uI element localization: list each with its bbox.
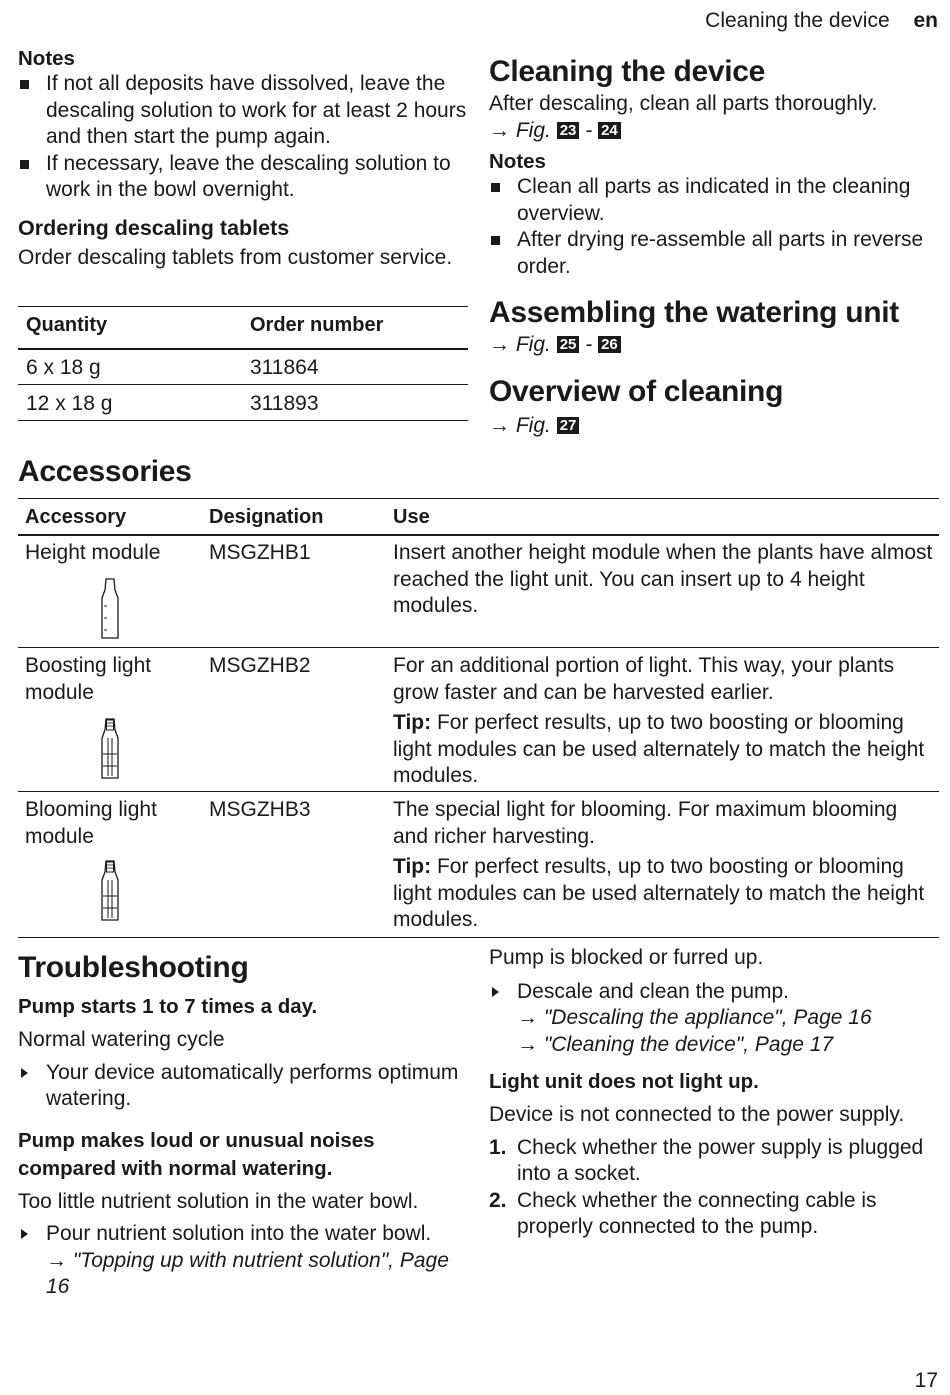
blooming-light-module-icon bbox=[98, 858, 122, 924]
acc-header-use: Use bbox=[393, 506, 430, 528]
step-text: Check whether the connecting cable is properly connected to the pump. bbox=[517, 1188, 877, 1238]
remedy-item: Your device automatically performs optimum watering. bbox=[18, 1060, 463, 1113]
acc-header-accessory: Accessory bbox=[25, 506, 127, 528]
tip-text: For perfect results, up to two boosting or blooming light modules can be used alternately to match the height modules. bbox=[393, 855, 925, 931]
remedy-text: Descale and clean the pump. bbox=[517, 979, 790, 1003]
acc-cell-use bbox=[393, 653, 933, 790]
cleaning-heading: Cleaning the device bbox=[489, 55, 766, 88]
fig-label: Fig. bbox=[515, 118, 551, 142]
table-rule bbox=[18, 384, 468, 385]
steps-list bbox=[489, 1135, 939, 1241]
fig-number: 25 bbox=[557, 336, 580, 353]
acc-use-text: The special light for blooming. For maximum blooming and richer harvesting. bbox=[393, 798, 898, 848]
order-header-quantity: Quantity bbox=[26, 314, 108, 336]
reference-text: "Cleaning the device", Page 17 bbox=[543, 1032, 834, 1056]
notes-heading: Notes bbox=[18, 47, 75, 70]
tip-label: Tip: bbox=[393, 711, 432, 734]
note-item: If necessary, leave the descaling solution to work in the bowl overnight. bbox=[18, 151, 468, 204]
notes-list bbox=[18, 71, 468, 204]
remedy-item bbox=[18, 1221, 463, 1301]
acc-tip bbox=[393, 854, 933, 934]
fig-number: 27 bbox=[557, 417, 580, 434]
fig-number: 23 bbox=[557, 122, 580, 139]
order-cell-number: 311893 bbox=[250, 392, 319, 415]
left-top-column bbox=[18, 47, 468, 271]
remedy-list bbox=[18, 1060, 463, 1113]
remedy-list bbox=[489, 979, 939, 1059]
page-reference: → "Topping up with nutrient solution", Page 16 bbox=[46, 1248, 449, 1298]
acc-cell-accessory: Blooming light module bbox=[25, 798, 157, 848]
page-reference: → "Descaling the appliance", Page 16 bbox=[517, 1006, 872, 1029]
table-rule bbox=[18, 348, 468, 350]
step-text: Check whether the power supply is plugged into a socket. bbox=[517, 1135, 924, 1185]
fault-heading: Light unit does not light up. bbox=[489, 1070, 759, 1093]
step-item: 1. Check whether the power supply is plugged into a socket. bbox=[489, 1135, 924, 1185]
note-item: After drying re-assemble all parts in reverse order. bbox=[489, 227, 939, 280]
assembling-fig-ref: → Fig. 25 - 26 bbox=[489, 332, 939, 359]
fault-heading: Pump starts 1 to 7 times a day. bbox=[18, 995, 318, 1018]
order-header-number: Order number bbox=[250, 314, 384, 336]
table-rule bbox=[18, 647, 939, 648]
reference-text: "Topping up with nutrient solution", Page 16 bbox=[46, 1248, 449, 1298]
acc-cell-accessory: Height module bbox=[25, 541, 161, 564]
ordering-heading: Ordering descaling tablets bbox=[18, 215, 290, 240]
note-item: Clean all parts as indicated in the cleaning overview. bbox=[489, 174, 939, 227]
cleaning-fig-ref: → Fig. 23 - 24 bbox=[489, 118, 939, 145]
fault-heading: Pump makes loud or unusual noises compared with normal watering. bbox=[18, 1128, 375, 1180]
accessories-heading: Accessories bbox=[18, 455, 192, 488]
remedy-text: Pour nutrient solution into the water bowl. bbox=[46, 1222, 432, 1245]
table-rule bbox=[18, 306, 468, 307]
step-item: 2. Check whether the connecting cable is properly connected to the pump. bbox=[489, 1188, 877, 1238]
acc-cell-use bbox=[393, 797, 933, 934]
table-rule bbox=[18, 420, 468, 421]
fig-label: Fig. bbox=[515, 413, 551, 437]
page-reference: → "Cleaning the device", Page 17 bbox=[517, 1032, 834, 1056]
fig-number: 26 bbox=[598, 336, 621, 353]
troubleshooting-left bbox=[18, 951, 463, 1301]
table-rule bbox=[18, 937, 939, 938]
remedy-item bbox=[489, 979, 939, 1059]
table-rule bbox=[18, 498, 939, 499]
order-cell-quantity: 6 x 18 g bbox=[26, 356, 101, 379]
accessories-table bbox=[18, 498, 939, 940]
tip-label: Tip: bbox=[393, 855, 432, 878]
order-cell-number: 311864 bbox=[250, 356, 319, 379]
page-header bbox=[705, 8, 938, 35]
acc-tip bbox=[393, 710, 933, 790]
page-number: 17 bbox=[914, 1369, 938, 1392]
order-table bbox=[18, 306, 468, 424]
notes-list bbox=[489, 174, 939, 280]
acc-cell-use: Insert another height module when the plants have almost reached the light unit. You can insert up to 4 height modules. bbox=[393, 541, 933, 617]
acc-header-designation: Designation bbox=[209, 506, 324, 528]
table-rule bbox=[18, 791, 939, 792]
acc-cell-designation: MSGZHB3 bbox=[209, 798, 311, 821]
tip-text: For perfect results, up to two boosting or blooming light modules can be used alternately to match the height modules. bbox=[393, 711, 925, 787]
overview-fig-ref: → Fig. 27 bbox=[489, 413, 939, 440]
troubleshooting-heading: Troubleshooting bbox=[18, 951, 249, 984]
boosting-light-module-icon bbox=[98, 716, 122, 782]
note-item: If not all deposits have dissolved, leave the descaling solution to work for at least 2 hours and then start the pump again. bbox=[18, 71, 468, 151]
acc-use-text: For an additional portion of light. This way, your plants grow faster and can be harvested earlier. bbox=[393, 654, 895, 704]
table-rule bbox=[18, 534, 939, 536]
fault-cause: Pump is blocked or furred up. bbox=[489, 946, 764, 969]
fault-cause: Device is not connected to the power supply. bbox=[489, 1103, 905, 1126]
acc-cell-accessory: Boosting light module bbox=[25, 654, 152, 704]
fault-cause: Normal watering cycle bbox=[18, 1028, 225, 1051]
right-top-column bbox=[489, 55, 939, 439]
assembling-heading: Assembling the watering unit bbox=[489, 296, 899, 329]
header-lang: en bbox=[913, 9, 938, 32]
notes-heading: Notes bbox=[489, 150, 546, 173]
acc-cell-designation: MSGZHB2 bbox=[209, 654, 311, 677]
troubleshooting-right bbox=[489, 945, 939, 1241]
reference-text: "Descaling the appliance", Page 16 bbox=[543, 1006, 872, 1029]
overview-heading: Overview of cleaning bbox=[489, 374, 784, 408]
acc-cell-designation: MSGZHB1 bbox=[209, 541, 311, 564]
remedy-list bbox=[18, 1221, 463, 1301]
order-cell-quantity: 12 x 18 g bbox=[26, 392, 113, 415]
header-section: Cleaning the device bbox=[705, 9, 890, 32]
fault-cause: Too little nutrient solution in the water bowl. bbox=[18, 1189, 419, 1213]
fig-label: Fig. bbox=[515, 333, 551, 356]
cleaning-text: After descaling, clean all parts thoroughly. bbox=[489, 92, 878, 115]
height-module-icon bbox=[98, 576, 122, 642]
fig-number: 24 bbox=[598, 122, 621, 139]
ordering-text: Order descaling tablets from customer service. bbox=[18, 245, 453, 269]
